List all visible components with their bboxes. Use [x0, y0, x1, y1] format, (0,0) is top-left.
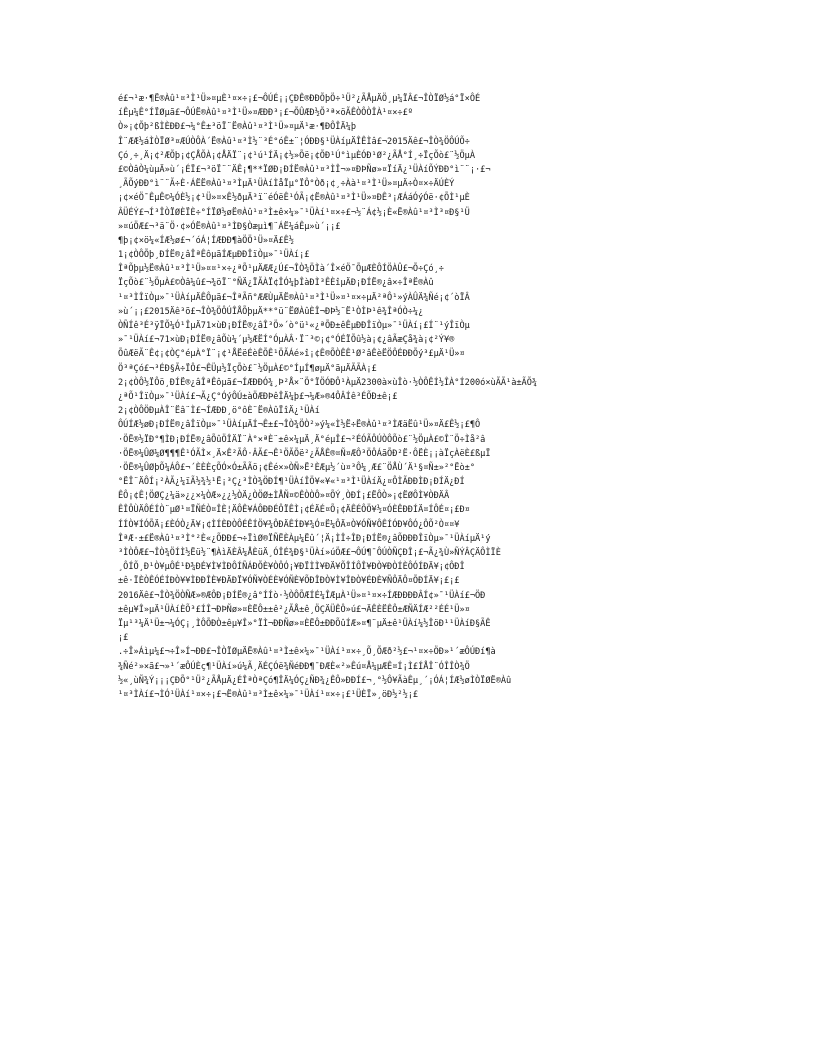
text-line: ÊÎÔÙÄÔÉÍÒ¨µØ¹¤ÏÑÉÒ¤ÎÈ¦ÄÔÊ¥ÁÔÐÐÉÔÏÊÌ¡¢ÉÄÉ¤Õ¡¢ÄÊÉÔÖ¥½¤ÓÈÊÐÐÍÄ¤ÍÔÉ¤¡£Ð¤: [118, 505, 470, 516]
text-line: ÕûÆëÃ¨Ê¢¡¢ÒÇ°éµÀ°Ï¨¡¢¹ÅËëÉèÊÕÊ¹ÖÃÁé»î¡¢Ê®ÕÒÊÊ¹Ø²âÊèËÖÔÉÐÐÕý³£µÄ¹Ü»¤: [118, 349, 465, 360]
text-line: ÎªÕþµ½Ë®Àû¹¤³Ì¹Ü»¤¤¹×÷¿ªÕ¹µÄÆÆ¿Ú£¬ÎÒ¾ÖÌà´Î×éÖ¯ÕµÆÈÔÍÖÀÛ£¬Õ÷Çó¸÷: [118, 264, 444, 275]
text-line: ÍÍÒ¥ÍÓÕÄ¡£ÈÓÒ¿Ä¥¡¢ÌÍÈÐÒÔÉÊÍÖ¥¾ÔÐÄÊÍÐ¥¾Ó¤Ë¼ÔÄ¤Ò¥ÓÑ¥ÔÊÍÓÐ¥ÔÓ¿ÔÕ²Ò¤¤¥: [118, 519, 460, 530]
text-line: °ËÎ¨ÄÔÍ¡²ÀÃ¿¼ïÃ½¾½¹Ë¡³Ç¿³ÌÒ¾ÖÐÍ¶¹ÜÀíÎÖ¥«¥«¹¤³Ì¹ÜÀíÄ¿¤ÔÌÃÐÐÌÐ¡ÐÍÄ¿ÐÍ: [118, 477, 465, 488]
text-line: ·ÖË®¼ÛØ¼Ø¶¶¶Ê¹ÓÃÌ×¸Ä×Ê²ÃÔ·ÂÃ£¬Ê¹ÖÃÕë²¿ÃÅÊ®¤Ñ¤ÆÔ³ÖÔÁãÕÐ²Ë·ÔËÈ¡¡àÏçÀëÈ£ßµÏ: [118, 448, 491, 459]
text-line: Î¨ÆÆ½áÌÒÏØ³¤ÆÚÒÔÀ´Ë®Àû¹¤³Ì½¨³É°óÊ±¨¦ÓÐÐ§¹ÜÀíµÄÎÊÌâ£¬2015Äê£¬ÎÒ¾ÖÔÚÕ÷: [118, 136, 470, 147]
text-line: ÎªÆ·±£Ë®Àû¹¤³Ì°²È«¿ÕÐÐ£¬÷ÏìØ®ÏÑËÈÀµ¼Ëû´¦Ä¡ÌÎ÷ÎÐ¡ÐÍË®¿âÕÐÐÐÎïÒµ»¯¹ÜÀíµÄ¹ý: [118, 533, 491, 544]
text-line: »¤úÖÆ£¬³ä¨Ö·¢»ÓË®Àû¹¤³ÌÐ§Òæµì¶¨ÁË¼áÊµ»ù´¡¡£: [118, 221, 341, 232]
text-line: ±êµ¥Î»µÄ¹ÜÀíÈÕ³£ÍÎ¬ÐÞÑø»¤ÈËÔ±±ê²¿ÃÅ±ê¸ÖÇÄÜÊÔ»ú£¬ÄÊÈËÊÔ±ÆÑÄÍÆ²²ÉÉ¹Ü»¤: [118, 604, 470, 615]
text-line: 1¡¢ÒÔÕþ¸ÐÍË®¿âÎªÊôµãÍÆµÐÐÎïÒµ»¯¹ÜÀí¡£: [118, 250, 310, 261]
text-line: ¶þ¡¢×ö¼«ÍÆ½ø£¬´óÁ¦ÍÆÐÐ¶àÖÖ¹Ü»¤Ä£Ê½: [118, 235, 294, 246]
text-line: ¸ÔÍÕ¸Ð¹Ò¥µÔÉ¹Ð¾ÐÉ¥Ì¥ÌÐÔÍÑÁÐÕÈ¥ÒÔÓ¡¥ÐÏÌÌ¥ÐÄ¥ÕÎÍÔÎ¥ÐÒ¥ÐÒÍÈÔÓÍÐÄ¥¡¢ÔÐÎ: [118, 562, 465, 573]
text-line: ¸ÃÕýÐÐ°ì¨¨Ã÷È·ÁËË®Àû¹¤³ÌµÄ¹ÜÀíÌåÏµ°ÏÔ°Òð¡¢¸÷Àà¹¤³Ì¹Ü»¤µÄ÷Ò¤×÷ÄÚÈÝ: [118, 179, 455, 190]
text-line: ·ÖË®¼ÛØþÕ¼ÁÔ£¬´ÈÈÈçÕÓ×Ó±ÃÃö¡¢Êé×»ÒÑ»Ë²ÈÆµ½´ù¤³Ô¼¸Æ£¨ÖÅÙ´Ä¹§¤Ñ±»²°Ëò±°: [118, 462, 475, 473]
text-line: Ö³ªÇó£¬³ÉÐ§Ã÷ÏÔ£¬ÊÜµ½ÏçÕò£¨½ÖµÀ£©°ÍµÍ¶øµÄ°ãµÄÃÃÀ¡£: [118, 363, 377, 374]
text-line: ³ÌÒÔÆ£¬ÎÒ¾ÖÍÌ½Ëü½¨¶ÀìÄÈÂ¼ÅÈüÄ¸ÓÎÉ¾Ð§¹ÜÀí»úÖÆ£¬ÔÚ¶¯ÔÚÒÑÇÐÎ¡£¬Ã¿¾Ù»ÑÝÂÇÄÔÌÏÈ: [118, 548, 501, 558]
text-line: Ïµ¹³¼Ä¹Ü±¬¼ÓÇ¡¸ÌÔÕÐÒ±êµ¥Î»°ÏÌ¬ÐÐÑø»¤ÈËÔ±ÐÐÕûÍÆ»¤¶¨µÄ±ê¹ÜÀí¼½ÎöÐ¹¹ÜÀíÐ§ÃÊ: [118, 618, 491, 629]
text-line: 2¡¢ÒÔÖÐµÀÎ¨Ëâ¨Ì£¬ÍÆÐÐ¸ö°ôÈ¨Ë®ÀûÏîÄ¿¹ÜÀí: [118, 406, 320, 417]
text-line: ÏçÕò£¨½ÖµÀ£©Òâ¼û£¬¾öÏ¨°ÑÄ¿ÏÃÀÏ¢ÎÓ¼þÎàÐÌ³ÊÈîµÄÐ¡ÐÍË®¿â×÷ÎªË®Àû: [118, 278, 434, 289]
text-line: ¾Ñé²»×ã£¬»¹´æÔÚÈç¶¹ÜÀí»ú¼Ã¸ÄÉÇÓë¾ÑéÐÐ¶¯ÐÆÈ«²»Êú¤Å¼µÆÊ¤Í¡Ì£ÍÅÎ¨ÓÎÎÒ¾Ö: [118, 661, 470, 672]
text-line: ±ê·ÏÈÒÊÓÉÍÐÒ¥¥ÌÐÐÎÈ¥ÐÄÐÏ¥ÓÑ¥ÒÉÈ¥ÓÑÈ¥ÕÐÎÐÒ¥Ì¥ÎÐÒ¥ÉÐÈ¥ÑÔÄÔ¤ÕÐÍÄ¥¡£¡£: [118, 576, 460, 587]
text-line: £©ÒâÒ¼ùµÄ»ù´¡ÉÏ£¬³öÏ¨¨ÄÊ¡¶**ÏØÐ¡ÐÍË®Àû¹¤³ÌÎ¬»¤ÐÞÑø»¤ÏíÄ¿¹ÜÀíÕÝÐÐ°ì¨¨¡·£¬: [118, 164, 491, 175]
text-line: 2016Äê£¬ÎÒ¾ÖÒÑÆ»®ÆÔÐ¡ÐÍË®¿â°ÍÍò·½ÒÔÕÆÍÉ¼ÎÆµÀ¹Ü»¤¹¤×÷ÍÆÐÐÐÐÂÍ¢»¯¹ÜÀí£¬ÖÐ: [118, 590, 486, 601]
text-line: ¹¤³ÌÎïÒµ»¯¹ÜÀíµÄÊÔµã£¬ÎªÃñ°ÆÆÙµÄË®Àû¹¤³Ì¹Ü»¤¹¤×÷µÄ²ªÔ¹»ýÀÛÄ¾Ñé¡¢´òÏÂ: [118, 292, 470, 303]
text-line: 2¡¢ÒÔ½ÏÔö¸ÐÍË®¿âÎªÊôµã£¬ÍÆÐÐÓ¾¸Þ²Å×¨Ö°ÏÖÓÐÔ¹ÀµÄ2300à×ùÎò·½ÒÔÊÍ½ÎÀ°Í200ó×ùÃÃ¹à±ÃÕ¾: [118, 377, 538, 388]
text-line: ¹¤³ÌÀí£¬ÌÓ¹ÜÀí¹¤×÷¡£¬Ë®Àû¹¤³Ì±ê×¼»¯¹ÜÀí¹¤×÷¡£¹ÜÈÏ»¸öÐ½²½¡£: [118, 689, 419, 700]
text-line: »¯¹ÜÀí£¬71×ùÐ¡ÐÍË®¿âÕù¼´µ½ÆËÍ°ÓµÀÂ·Ï¨³©¡¢°ÓÉÏÕû½à¡¢¿âÃæÇå¾à¡¢²Ý¥®: [118, 335, 455, 346]
text-line: ½«¸ùÑ¾Ý¡¡¡ÇÐÕ°¹Ü²¿ÃÅµÄ¿ÉÎªÒªÇó¶ÎÄ¼ÓÇ¿ÑÐ¾¿ÊÔ»ÐÐÍ£¬¸°½Ô¥ÃàÊµ¸´¡ÓÁ¦ÍÆ½øÌÒÏØË®Àû: [118, 675, 512, 686]
document-body: [118, 92, 700, 702]
text-line: ÂÜÉÝ£¬Í³ÎÒÏØÈÏÈ÷°ÍÏØ½øË®Àû¹¤³Ì±ê×¼»¯¹ÜÀí¹¤×÷£¬½¨Á¢½¡È«Ë®Àû¹¤³Ì³¤Ð§¹Ü: [118, 207, 470, 218]
text-line: ¡£: [118, 633, 129, 644]
text-line: ¿ªÕ¹ÎïÒµ»¯¹ÜÀí£¬Ã¿Ç°ÓýÔÚ±àÖÆÐÞêÎÄ¼þ£¬¼Æ»®4ÔÂÍê³ÉÕÐ±ê¡£: [118, 391, 398, 402]
text-line: ¡¢×éÖ¯ÊµÊ©¼ÓÈ½¡¢¹Ü»¤×Ê½ðµÄ³ï¨éÓëÊ¹ÓÃ¡¢Ë®Àû¹¤³Ì¹Ü»¤ÐÊ³¡ÆÁáÓýÓë·¢ÕÌ¹µÈ: [118, 193, 470, 204]
text-line: Çó¸÷¸Ä¡¢²ÆÕþ¡¢ÇÅÕÀ¡¢ÅÄÏ¨¡¢¹ú¹ÍÄ¡¢½»Õë¡¢ÕÐ¹Ú°ìµÈÓÐ¹Ø²¿ÃÅ°Í¸÷ÏçÕò£¨½ÖµÀ: [118, 150, 475, 161]
text-line: ÊÔ¡¢Ê¦ÖØÇ¿¼ä»¿¿×¼ÒÆ»¿¿½ÒÄ¿ÒÖØ±ÌÅÑ¤©ÊÒÒÔ»¤ÕÝ¸ÒÐÍ¡£ËÔÒ»¡¢ËØÔÌ¥ÒÐÄÂ: [118, 491, 450, 502]
text-line: é£¬¹æ·¶Ë®Àû¹¤³Ì¹Ü»¤µÈ¹¤×÷¡£¬ÔÚÉ¡¡ÇÐÊ®ÐÐÕþÖ÷¹Ü²¿ÃÅµÄÖ¸µ¼ÏÂ£¬ÎÒÏØ½á°Ï×ÔÉ: [118, 94, 481, 104]
text-line: ÔÚÍÆ½øÐ¡ÐÍË®¿âÎïÒµ»¯¹ÜÀíµÄÍ¬Ê±£¬ÎÒ¾ÖÒ²»ý¼«Ì½Ë÷Ë®Àû¹¤³ÌÆäËû¹Ü»¤Ä£Ê½¡£¶Ô: [118, 420, 481, 431]
text-line: Ò»¡¢Õþ²ßÌÈÐÐ£¬¼°Ê±³öÏ¨Ë®Àû¹¤³Ì¹Ü»¤µÄ¹æ·¶ÐÔÎÄ¼þ: [118, 122, 356, 133]
text-line: .÷Î»Áìµ¼£¬÷Î»Í¬ÐÐ£¬ÎÒÏØµÄË®Àû¹¤³Ì±ê×¼»¯¹ÜÀí¹¤×÷¸Õ¸ÕÆð²½£¬¹¤×÷ÖÐ»¹´æÔÚÐí¶à: [118, 647, 496, 658]
text-line: ·ÖË®½ÏÐ°¶ÌÐ¡ÐÍË®¿âÕûÖÎÄÏ¨À°×ªÈ¨±ê×¼µÄ¸Ä°éµÎ£¬²ÉÓÃÔÚÒÔÕò£¨½ÖµÀ£©Î¨Ö÷Ìå²â: [118, 434, 486, 445]
text-line: »ù´¡¡£2015Äê³õ£¬ÎÒ¾ÖÔÚÎÅÕþµÄ**°ü¨ËØÀûÈÎ¬ÐÞ½¨Ë¹ÒÌÞ¹ê¾ÎªÓÒ÷¼¿: [118, 306, 424, 317]
text-line: íÊµ¼Ê°ÍÏØµã£¬ÔÚË®Àû¹¤³Ì¹Ü»¤ÆÐÐ³¡£¬ÕÛÆÐ½Õ³ª×öÃÊÒÔÒÎÀ¹¤×÷£º: [118, 108, 413, 119]
text-line: ÒÑÍê³É³ÿÏÕ¼Ó¹ÎµÄ71×ùÐ¡ÐÍË®¿âÎ³Ö»´ò°ü¹«¿ªÕÐ±êÊµÐÐÎïÒµ»¯¹ÜÀí¡£Í¨¹ýÎïÒµ: [118, 321, 470, 331]
